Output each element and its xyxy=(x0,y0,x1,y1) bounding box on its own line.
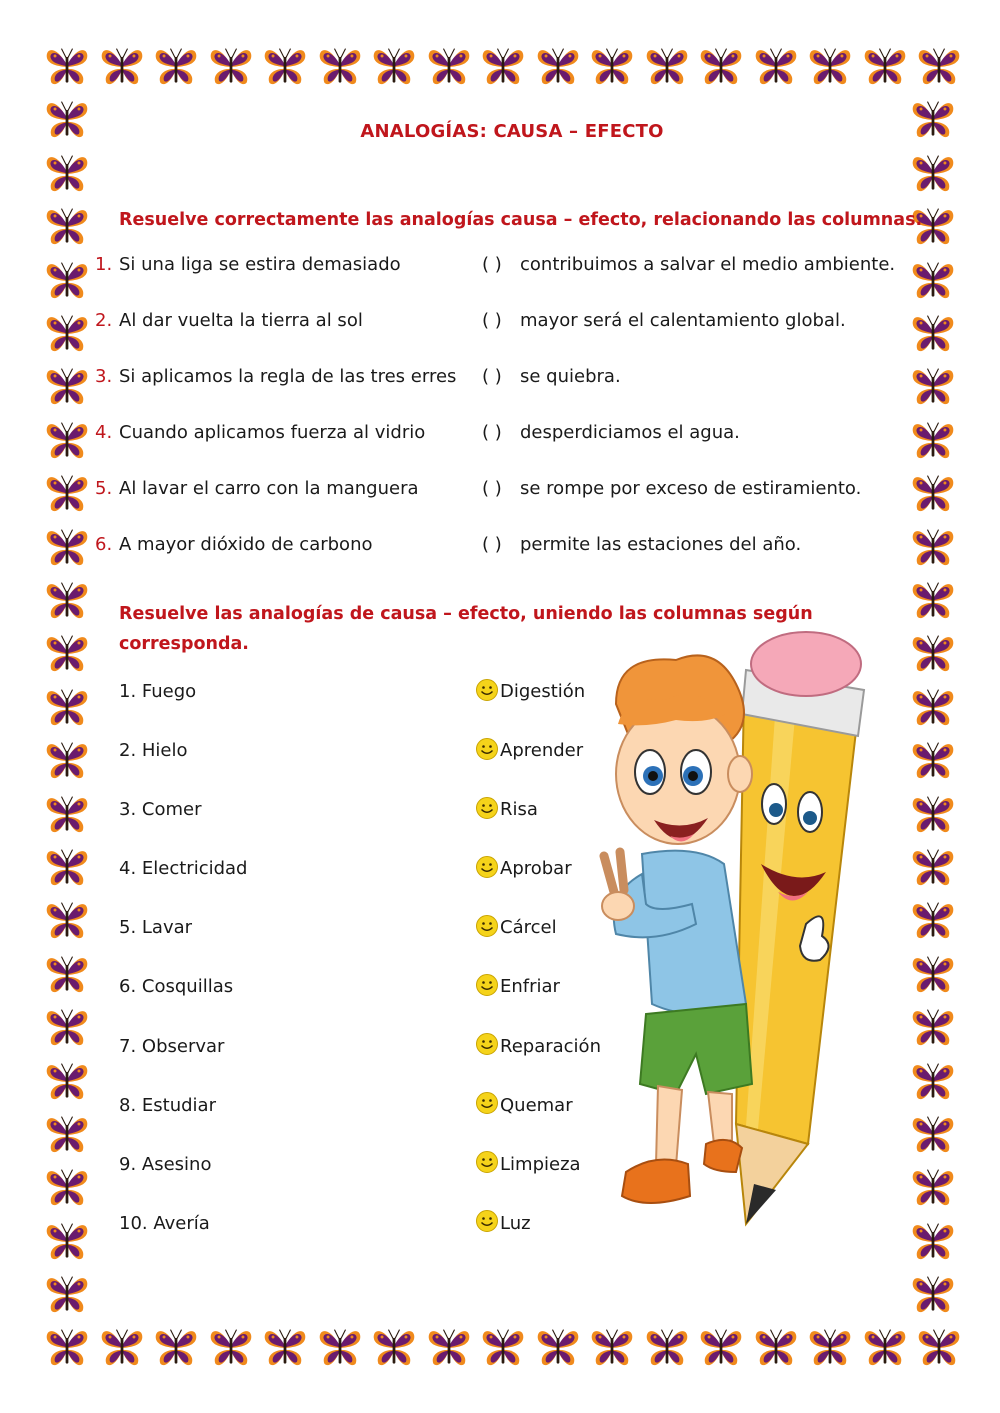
answer-blank[interactable]: ( ) xyxy=(482,310,502,331)
cause-item[interactable]: 2. Hielo xyxy=(119,740,188,761)
effect-item[interactable]: Reparación xyxy=(500,1036,601,1057)
butterfly-icon xyxy=(426,44,472,90)
butterfly-icon xyxy=(916,1325,962,1371)
butterfly-icon xyxy=(426,1325,472,1371)
butterfly-icon xyxy=(44,1272,90,1318)
smiley-icon xyxy=(475,973,499,997)
butterfly-icon xyxy=(44,258,90,304)
butterfly-icon xyxy=(99,44,145,90)
effect-item[interactable]: Enfriar xyxy=(500,976,560,997)
butterfly-icon xyxy=(910,631,956,677)
item-number: 2. xyxy=(95,310,113,331)
butterfly-icon xyxy=(862,44,908,90)
answer-blank[interactable]: ( ) xyxy=(482,478,502,499)
effect-item[interactable]: Cárcel xyxy=(500,917,557,938)
cause-item[interactable]: 8. Estudiar xyxy=(119,1095,216,1116)
smiley-icon xyxy=(475,678,499,702)
answer-blank[interactable]: ( ) xyxy=(482,366,502,387)
effect-item[interactable]: Limpieza xyxy=(500,1154,581,1175)
cause-text: Si una liga se estira demasiado xyxy=(119,254,401,275)
butterfly-icon xyxy=(910,1219,956,1265)
butterfly-icon xyxy=(44,738,90,784)
butterfly-icon xyxy=(910,1112,956,1158)
effect-text: se quiebra. xyxy=(520,366,621,387)
butterfly-icon xyxy=(44,631,90,677)
butterfly-icon xyxy=(910,578,956,624)
butterfly-icon xyxy=(44,471,90,517)
butterfly-icon xyxy=(44,1165,90,1211)
cause-text: Si aplicamos la regla de las tres erres xyxy=(119,366,457,387)
smiley-icon xyxy=(475,1032,499,1056)
butterfly-icon xyxy=(910,1005,956,1051)
butterfly-icon xyxy=(910,364,956,410)
butterfly-icon xyxy=(99,1325,145,1371)
butterfly-icon xyxy=(910,1059,956,1105)
item-number: 4. xyxy=(95,422,113,443)
butterfly-icon xyxy=(910,685,956,731)
cause-item[interactable]: 3. Comer xyxy=(119,799,202,820)
butterfly-icon xyxy=(44,845,90,891)
cause-item[interactable]: 7. Observar xyxy=(119,1036,225,1057)
butterfly-icon xyxy=(44,1112,90,1158)
butterfly-icon xyxy=(208,44,254,90)
cause-text: Al lavar el carro con la manguera xyxy=(119,478,419,499)
section2-instruction: Resuelve las analogías de causa – efecto, uniendo las columnas según xyxy=(119,604,813,624)
butterfly-icon xyxy=(698,44,744,90)
butterfly-icon xyxy=(480,44,526,90)
butterfly-icon xyxy=(910,845,956,891)
cause-item[interactable]: 9. Asesino xyxy=(119,1154,212,1175)
butterfly-icon xyxy=(208,1325,254,1371)
butterfly-icon xyxy=(910,952,956,998)
effect-item[interactable]: Aprender xyxy=(500,740,584,761)
effect-item[interactable]: Risa xyxy=(500,799,538,820)
smiley-icon xyxy=(475,737,499,761)
butterfly-icon xyxy=(698,1325,744,1371)
butterfly-icon xyxy=(644,44,690,90)
answer-blank[interactable]: ( ) xyxy=(482,422,502,443)
butterfly-icon xyxy=(44,311,90,357)
butterfly-icon xyxy=(910,898,956,944)
butterfly-icon xyxy=(910,258,956,304)
smiley-icon xyxy=(475,1091,499,1115)
butterfly-icon xyxy=(44,44,90,90)
butterfly-icon xyxy=(807,44,853,90)
butterfly-icon xyxy=(44,1219,90,1265)
butterfly-icon xyxy=(910,471,956,517)
butterfly-icon xyxy=(916,44,962,90)
butterfly-icon xyxy=(44,151,90,197)
butterfly-icon xyxy=(644,1325,690,1371)
item-number: 5. xyxy=(95,478,113,499)
effect-item[interactable]: Digestión xyxy=(500,681,586,702)
butterfly-icon xyxy=(589,44,635,90)
butterfly-icon xyxy=(910,418,956,464)
butterfly-icon xyxy=(535,1325,581,1371)
boy-with-pencil-illustration xyxy=(596,624,866,1234)
smiley-icon xyxy=(475,796,499,820)
section2-instruction-cont: corresponda. xyxy=(119,634,249,654)
cause-text: Al dar vuelta la tierra al sol xyxy=(119,310,363,331)
butterfly-icon xyxy=(317,1325,363,1371)
effect-item[interactable]: Luz xyxy=(500,1213,531,1234)
item-number: 3. xyxy=(95,366,113,387)
cause-item[interactable]: 1. Fuego xyxy=(119,681,197,702)
butterfly-icon xyxy=(44,204,90,250)
butterfly-icon xyxy=(910,311,956,357)
butterfly-icon xyxy=(753,44,799,90)
effect-item[interactable]: Quemar xyxy=(500,1095,573,1116)
butterfly-icon xyxy=(153,44,199,90)
smiley-icon xyxy=(475,1150,499,1174)
butterfly-icon xyxy=(153,1325,199,1371)
butterfly-icon xyxy=(910,1165,956,1211)
butterfly-icon xyxy=(44,685,90,731)
butterfly-icon xyxy=(44,1325,90,1371)
butterfly-icon xyxy=(807,1325,853,1371)
butterfly-icon xyxy=(44,578,90,624)
item-number: 1. xyxy=(95,254,113,275)
butterfly-icon xyxy=(480,1325,526,1371)
cause-item[interactable]: 10. Avería xyxy=(119,1213,210,1234)
cause-item[interactable]: 4. Electricidad xyxy=(119,858,248,879)
butterfly-icon xyxy=(910,151,956,197)
answer-blank[interactable]: ( ) xyxy=(482,534,502,555)
butterfly-icon xyxy=(44,525,90,571)
butterfly-icon xyxy=(910,1272,956,1318)
butterfly-icon xyxy=(910,792,956,838)
butterfly-icon xyxy=(371,1325,417,1371)
item-number: 6. xyxy=(95,534,113,555)
cause-text: A mayor dióxido de carbono xyxy=(119,534,373,555)
butterfly-icon xyxy=(589,1325,635,1371)
butterfly-icon xyxy=(371,44,417,90)
cause-item[interactable]: 6. Cosquillas xyxy=(119,976,234,997)
butterfly-icon xyxy=(262,44,308,90)
answer-blank[interactable]: ( ) xyxy=(482,254,502,275)
effect-text: mayor será el calentamiento global. xyxy=(520,310,846,331)
butterfly-icon xyxy=(44,1059,90,1105)
butterfly-icon xyxy=(910,525,956,571)
effect-text: se rompe por exceso de estiramiento. xyxy=(520,478,862,499)
smiley-icon xyxy=(475,914,499,938)
boy-illustration xyxy=(602,655,752,1203)
section1-instruction: Resuelve correctamente las analogías causa – efecto, relacionando las columnas. xyxy=(119,210,923,230)
cause-text: Cuando aplicamos fuerza al vidrio xyxy=(119,422,426,443)
butterfly-icon xyxy=(862,1325,908,1371)
smiley-icon xyxy=(475,855,499,879)
butterfly-icon xyxy=(44,898,90,944)
effect-text: contribuimos a salvar el medio ambiente. xyxy=(520,254,896,275)
butterfly-icon xyxy=(262,1325,308,1371)
butterfly-icon xyxy=(910,738,956,784)
butterfly-icon xyxy=(317,44,363,90)
effect-text: permite las estaciones del año. xyxy=(520,534,802,555)
butterfly-icon xyxy=(44,364,90,410)
pencil-illustration xyxy=(736,632,864,1224)
smiley-icon xyxy=(475,1209,499,1233)
effect-item[interactable]: Aprobar xyxy=(500,858,572,879)
butterfly-icon xyxy=(44,1005,90,1051)
butterfly-icon xyxy=(753,1325,799,1371)
effect-text: desperdiciamos el agua. xyxy=(520,422,740,443)
page-title: ANALOGÍAS: CAUSA – EFECTO xyxy=(360,121,664,142)
butterfly-icon xyxy=(44,418,90,464)
butterfly-icon xyxy=(535,44,581,90)
butterfly-icon xyxy=(44,792,90,838)
butterfly-icon xyxy=(44,952,90,998)
cause-item[interactable]: 5. Lavar xyxy=(119,917,193,938)
